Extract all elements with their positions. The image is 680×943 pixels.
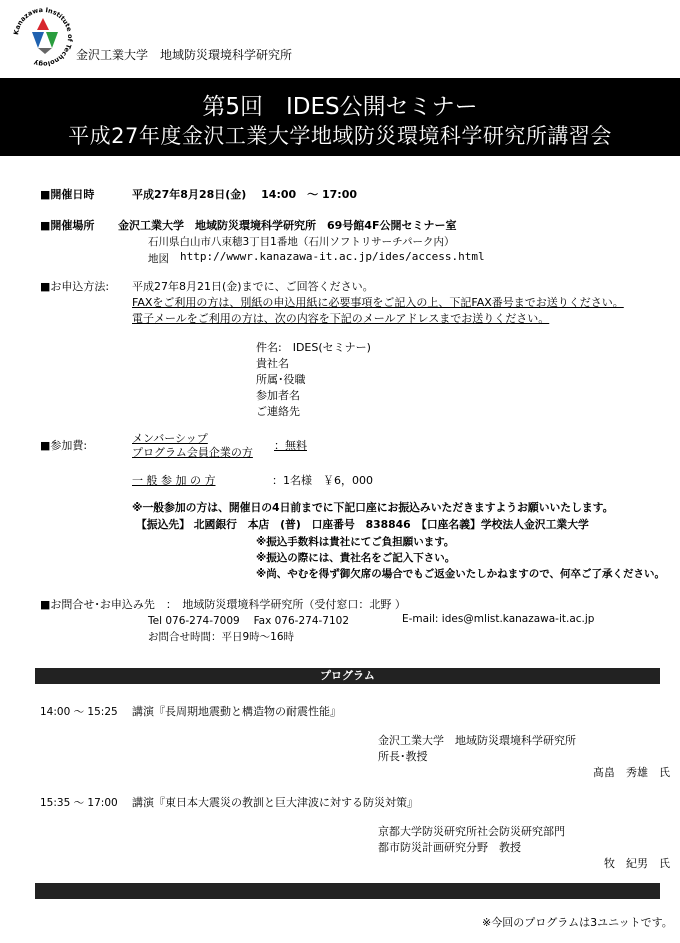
kit-logo (12, 6, 74, 68)
program1-title: 所長･教授 (378, 750, 428, 763)
map-label: 地図 (148, 253, 169, 265)
fee-member-line2: プログラム会員企業の方 (132, 446, 253, 459)
venue-label: ■開催場所 (40, 219, 95, 232)
apply-deadline: 平成27年8月21日(金)までに、ご回答ください。 (132, 280, 374, 293)
program1-lecture: 講演『長周期地震動と構造物の耐震性能』 (132, 705, 341, 718)
apply-label: ■お申込方法: (40, 280, 110, 293)
contact-email: E-mail: ides@mlist.kanazawa-it.ac.jp (402, 613, 595, 625)
bank-account: 【振込先】 北國銀行 本店 (普) 口座番号 838846 【口座名義】学校法人金沢工業大学 (136, 518, 589, 531)
title-banner (0, 78, 680, 156)
venue-value: 金沢工業大学 地域防災環境科学研究所 69号館4F公開セミナー室 (118, 219, 457, 232)
venue-address: 石川県白山市八束穂3丁目1番地（石川ソフトリサーチパーク内） (148, 236, 455, 248)
program2-affiliation: 京都大学防災研究所社会防災研究部門 (378, 825, 565, 838)
fee-member-value: ：無料 (274, 439, 307, 452)
schedule-label: ■開催日時 (40, 188, 95, 201)
fee-member-line1: メンバーシップ (132, 432, 208, 445)
field-subject: 件名: IDES(セミナー) (256, 341, 371, 354)
contact-hours: お問合せ時間：平日9時～16時 (148, 631, 295, 643)
fee-general-label: 一 般 参 加 の 方 (132, 474, 216, 487)
fee-note-company: ※振込の際には、貴社名をご記入下さい。 (256, 552, 456, 564)
contact-label: ■お問合せ･お申込み先 ： 地域防災環境科学研究所（受付窓口：北野 ） (40, 598, 406, 611)
apply-email: 電子メールをご利用の方は、次の内容を下記のメールアドレスまでお送りください。 (132, 312, 550, 325)
program-footer-bar (35, 883, 660, 899)
program1-speaker: 髙畠 秀雄 氏 (593, 766, 670, 779)
fee-general-value: ：1名様 ￥6，000 (272, 474, 373, 487)
field-company: 貴社名 (256, 357, 289, 370)
program2-speaker: 牧 紀男 氏 (604, 857, 670, 870)
fee-label: ■参加費: (40, 439, 88, 452)
field-participant: 参加者名 (256, 389, 300, 402)
program-title: プログラム (320, 669, 375, 682)
program2-title: 都市防災計画研究分野 教授 (378, 841, 521, 854)
seminar-subtitle: 平成27年度金沢工業大学地域防災環境科学研究所講習会 (68, 124, 612, 148)
svg-text:Kanazawa Institute of Technolo (12, 6, 74, 68)
program1-affiliation: 金沢工業大学 地域防災環境科学研究所 (378, 734, 576, 747)
field-position: 所属･役職 (256, 373, 306, 386)
fee-note-charge: ※振込手数料は貴社にてご負担願います。 (256, 536, 455, 548)
fee-transfer-note: ※一般参加の方は、開催日の4日前までに下記口座にお振込みいただきますようお願いいたします。 (132, 501, 614, 514)
program2-lecture: 講演『東日本大震災の教訓と巨大津波に対する防災対策』 (132, 796, 418, 809)
fee-note-refund: ※尚、やむを得ず御欠席の場合でもご返金いたしかねますので、何卒ご了承ください。 (256, 568, 665, 580)
program2-time: 15:35 ～ 17:00 (40, 797, 118, 809)
map-url-link[interactable]: http://wwwr.kanazawa-it.ac.jp/ides/access.html (180, 250, 485, 263)
seminar-title: 第5回 IDES公開セミナー (202, 94, 478, 120)
field-contact: ご連絡先 (256, 405, 300, 418)
apply-fax: FAXをご利用の方は、別紙の申込用紙に必要事項をご記入の上、下記FAX番号までお送りください。 (132, 296, 624, 309)
program1-time: 14:00 ～ 15:25 (40, 706, 118, 718)
logo-ring-text: Kanazawa Institute of Technology (12, 6, 74, 68)
contact-tel-fax: Tel 076-274-7009 Fax 076-274-7102 (148, 615, 350, 627)
footer-unit-note: ※今回のプログラムは3ユニットです。 (482, 916, 673, 929)
org-name: 金沢工業大学 地域防災環境科学研究所 (76, 48, 293, 62)
program-header-bar (35, 668, 660, 684)
schedule-value: 平成27年8月28日(金) 14:00 ～ 17:00 (132, 188, 358, 201)
